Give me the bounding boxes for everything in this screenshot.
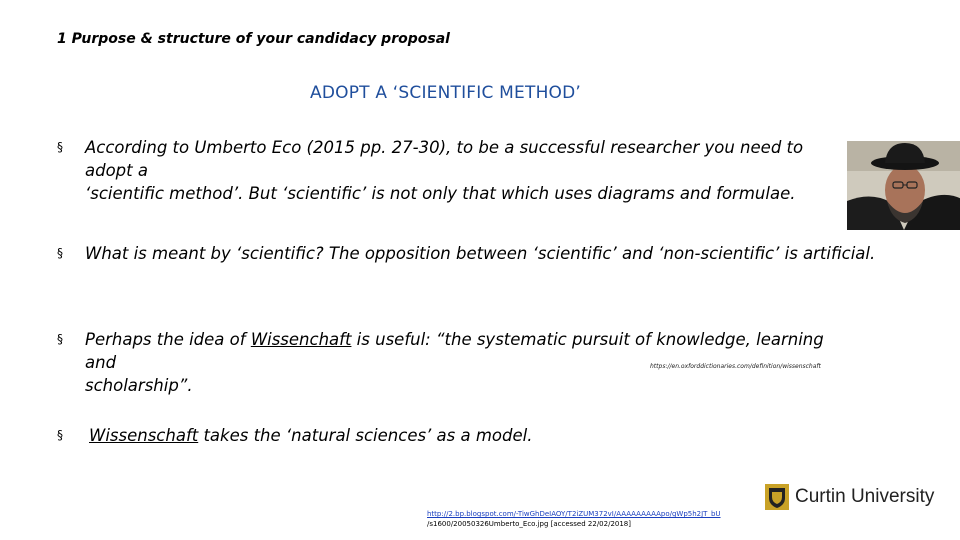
- curtin-logo: [765, 482, 949, 512]
- bullet-marker: §: [57, 332, 63, 346]
- bullet-marker: §: [57, 140, 63, 154]
- bullet-marker: §: [57, 246, 63, 260]
- slide-title: ADOPT A ‘SCIENTIFIC METHOD’: [310, 83, 582, 103]
- bullet-item-1: [57, 136, 847, 205]
- umberto-eco-photo: [847, 141, 960, 230]
- oxford-citation: https://en.oxforddictionaries.com/definition/wissenschaft: [650, 363, 821, 370]
- bullet-item-2: [57, 242, 877, 265]
- bullet-line: According to Umberto Eco (2015 pp. 27-30), to be a successful researcher you need to adopt a: [85, 138, 804, 180]
- image-source-link[interactable]: http://2.bp.blogspot.com/-TiwGhDeIAOY/T2iZUM372vI/AAAAAAAAApo/gWp5h2JT_bU: [427, 510, 721, 518]
- slide-header: 1 Purpose & structure of your candidacy proposal: [57, 31, 450, 47]
- bullet-marker: §: [57, 428, 63, 442]
- bullet-text: What is meant by ‘scientific? The opposition between ‘scientific’ and ‘non-scientific’ is artificial.: [85, 244, 876, 263]
- bullet-text-post: takes the ‘natural sciences’ as a model.: [198, 426, 533, 445]
- bullet-line: ‘scientific method’. But ‘scientific’ is not only that which uses diagrams and formulae.: [85, 184, 796, 203]
- portrait-image: [847, 141, 960, 230]
- wissenschaft-term: Wissenschaft: [89, 426, 199, 445]
- bullet-text-pre: Perhaps the idea of: [85, 330, 251, 349]
- bullet-text-post: is useful: “the systematic pursuit of knowledge, learning and: [85, 330, 824, 372]
- image-source: [427, 509, 721, 529]
- bullet-line: scholarship”.: [85, 376, 193, 395]
- image-source-rest: /s1600/20050326Umberto_Eco.jpg [accessed 22/02/2018]: [427, 520, 631, 528]
- bullet-text: [89, 424, 847, 447]
- bullet-text: [85, 136, 847, 205]
- logo-name: Curtin University: [795, 486, 935, 507]
- crest-icon: [765, 484, 789, 510]
- wissenchaft-term: Wissenchaft: [250, 330, 352, 349]
- bullet-item-4: [57, 424, 847, 447]
